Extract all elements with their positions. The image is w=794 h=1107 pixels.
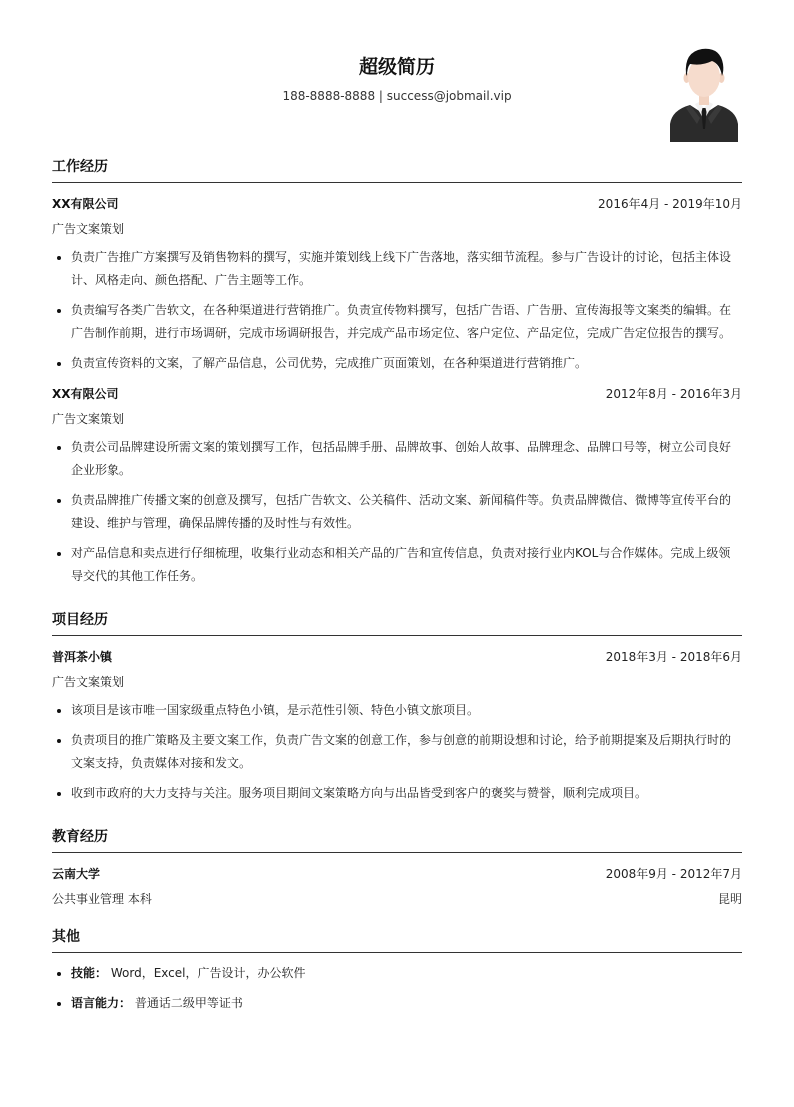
work-section [52, 156, 742, 588]
education-major: 公共事业管理 本科 [52, 892, 152, 906]
skills-label: 技能： [71, 966, 108, 980]
education-section-title: 教育经历 [52, 829, 108, 845]
job-bullets [52, 436, 742, 588]
candidate-name: 超级简历 [358, 56, 435, 78]
company-name: XX有限公司 [52, 387, 119, 401]
work-section-title: 工作经历 [52, 159, 108, 175]
other-section-title: 其他 [52, 929, 80, 945]
education-dates: 2008年9月 - 2012年7月 [605, 867, 742, 881]
bullet-item: • 负责编写各类广告软文，在各种渠道进行营销推广。负责宣传物料撰写，包括广告语、广告册、宣传海报等文案类的编辑。在广告制作前期，进行市场调研，完成市场调研报告，并完成产品市场定位、客户定位、产品定位，完成广告定位报告的撰写。 [71, 299, 742, 345]
company-name: XX有限公司 [52, 197, 119, 211]
language-value: 普通话二级甲等证书 [134, 996, 243, 1010]
education-section [52, 826, 742, 912]
resume-content [52, 156, 742, 1022]
school-name: 云南大学 [52, 867, 101, 881]
bullet-item: • 负责公司品牌建设所需文案的策划撰写工作，包括品牌手册、品牌故事、创始人故事、品牌理念、品牌口号等，树立公司良好企业形象。 [71, 436, 742, 482]
education-location: 昆明 [717, 892, 742, 906]
project-name: 普洱茶小镇 [52, 650, 113, 664]
bullet-item: • 负责项目的推广策略及主要文案工作，负责广告文案的创意工作，参与创意的前期设想和讨论，给予前期提案及后期执行时的文案支持，负责媒体对接和发文。 [71, 729, 742, 775]
bullet-item: • 负责品牌推广传播文案的创意及撰写，包括广告软文、公关稿件、活动文案、新闻稿件等。负责品牌微信、微博等宣传平台的建设、维护与管理，确保品牌传播的及时性与有效性。 [71, 489, 742, 535]
job-entry [52, 192, 742, 375]
contact-info: 188-8888-8888 | success@jobmail.vip [282, 89, 512, 103]
project-dates: 2018年3月 - 2018年6月 [605, 650, 742, 664]
job-entry [52, 382, 742, 588]
job-bullets [52, 246, 742, 375]
section-divider [52, 952, 742, 953]
language-item [71, 992, 742, 1015]
skills-value: Word，Excel，广告设计，办公软件 [110, 966, 306, 980]
project-section-title: 项目经历 [52, 612, 108, 628]
project-role: 广告文案策划 [52, 675, 125, 689]
bullet-item: • 负责广告推广方案撰写及销售物料的撰写，实施并策划线上线下广告落地，落实细节流程。参与广告设计的讨论，包括主体设计、风格走向、颜色搭配、广告主题等工作。 [71, 246, 742, 292]
bullet-item: • 对产品信息和卖点进行仔细梳理，收集行业动态和相关产品的广告和宣传信息，负责对接行业内KOL与合作媒体。完成上级领导交代的其他工作任务。 [71, 542, 742, 588]
project-section [52, 609, 742, 805]
job-role: 广告文案策划 [52, 222, 125, 236]
other-section [52, 926, 742, 1015]
section-divider [52, 635, 742, 636]
bullet-item: • 收到市政府的大力支持与关注。服务项目期间文案策略方向与出品皆受到客户的褒奖与赞誉，顺利完成项目。 [71, 782, 742, 805]
other-bullets [52, 962, 742, 1015]
avatar [668, 44, 740, 142]
skills-item [71, 962, 742, 985]
project-bullets [52, 699, 742, 805]
language-label: 语言能力： [71, 996, 132, 1010]
job-dates: 2012年8月 - 2016年3月 [605, 387, 742, 401]
section-divider [52, 852, 742, 853]
project-entry [52, 645, 742, 805]
job-role: 广告文案策划 [52, 412, 125, 426]
job-dates: 2016年4月 - 2019年10月 [598, 197, 742, 211]
bullet-item: • 负责宣传资料的文案，了解产品信息，公司优势，完成推广页面策划，在各种渠道进行营销推广。 [71, 352, 742, 375]
section-divider [52, 182, 742, 183]
bullet-item: • 该项目是该市唯一国家级重点特色小镇，是示范性引领、特色小镇文旅项目。 [71, 699, 742, 722]
